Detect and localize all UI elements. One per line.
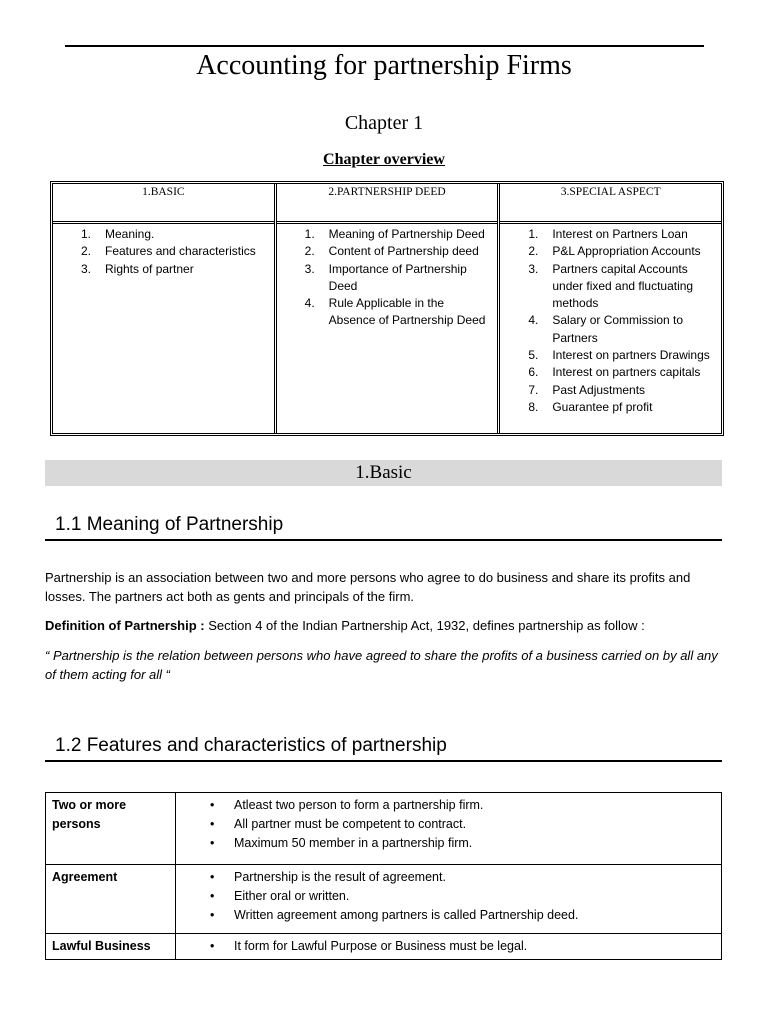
list-item: 2. Content of Partnership deed bbox=[304, 244, 479, 259]
list-item: • Written agreement among partners is called Partnership deed. bbox=[210, 906, 715, 925]
list-item: • All partner must be competent to contract. bbox=[210, 815, 715, 834]
overview-column-basic bbox=[53, 184, 277, 433]
table-row bbox=[46, 934, 722, 960]
list-item: 1. Interest on Partners Loan bbox=[528, 227, 688, 241]
list-item: 5. Interest on partners Drawings bbox=[528, 348, 710, 363]
list-item: • Either oral or written. bbox=[210, 887, 715, 906]
meaning-heading: 1.1 Meaning of Partnership bbox=[45, 514, 722, 541]
document-title: Accounting for partnership Firms bbox=[196, 50, 572, 81]
list-item: • Partnership is the result of agreement. bbox=[210, 868, 715, 887]
chapter-label: Chapter 1 bbox=[344, 112, 424, 134]
meaning-paragraph: Partnership is an association between two and more persons who agree to do business and share its profits and losses. The partners act both as gents and principals of the firm. bbox=[45, 570, 691, 604]
overview-list bbox=[277, 224, 498, 330]
list-item: 4. Salary or Commission to Partners bbox=[528, 313, 684, 345]
overview-column-header: 3.SPECIAL ASPECT bbox=[500, 184, 721, 224]
list-item: 8. Guarantee pf profit bbox=[528, 399, 653, 414]
list-item: • Maximum 50 member in a partnership firm. bbox=[210, 834, 715, 853]
list-item: • Atleast two person to form a partnership firm. bbox=[210, 796, 715, 815]
feature-points bbox=[176, 934, 722, 960]
overview-column-header: 2.PARTNERSHIP DEED bbox=[277, 184, 498, 224]
list-item: 4. Rule Applicable in the Absence of Partnership Deed bbox=[304, 296, 486, 328]
chapter-overview-heading: Chapter overview bbox=[323, 151, 445, 168]
list-item: 3. Importance of Partnership Deed bbox=[304, 261, 467, 293]
top-rule bbox=[65, 45, 704, 47]
definition-label: Definition of Partnership : bbox=[45, 618, 205, 633]
overview-list bbox=[500, 224, 721, 416]
list-item: 2. Features and characteristics bbox=[81, 244, 256, 259]
overview-column-partnership-deed bbox=[277, 184, 501, 433]
feature-label: Agreement bbox=[46, 865, 176, 934]
list-item: 3. Rights of partner bbox=[81, 261, 194, 276]
features-heading: 1.2 Features and characteristics of partnership bbox=[45, 735, 722, 762]
definition-text: Section 4 of the Indian Partnership Act, 1932, defines partnership as follow : bbox=[204, 618, 645, 633]
table-row bbox=[46, 865, 722, 934]
list-item: 7. Past Adjustments bbox=[528, 382, 646, 397]
overview-column-header: 1.BASIC bbox=[53, 184, 274, 224]
list-item: 1. Meaning of Partnership Deed bbox=[304, 227, 485, 241]
chapter-overview-table bbox=[50, 181, 724, 436]
overview-column-special-aspect bbox=[500, 184, 721, 433]
features-table bbox=[45, 792, 722, 960]
feature-points bbox=[176, 793, 722, 865]
feature-points bbox=[176, 865, 722, 934]
list-item: 1. Meaning. bbox=[81, 227, 155, 241]
list-item: • It form for Lawful Purpose or Business must be legal. bbox=[210, 937, 715, 956]
list-item: 3. Partners capital Accounts under fixed and fluctuating methods bbox=[528, 261, 694, 311]
table-row bbox=[46, 793, 722, 865]
feature-label: Two or more persons bbox=[46, 793, 176, 865]
list-item: 6. Interest on partners capitals bbox=[528, 365, 701, 380]
definition-paragraph bbox=[45, 616, 725, 635]
overview-list bbox=[53, 224, 274, 278]
definition-quote: “ Partnership is the relation between persons who have agreed to share the profits of a business carried on by all any of them acting for all “ bbox=[45, 648, 718, 682]
feature-label: Lawful Business bbox=[46, 934, 176, 960]
section-band-basic: 1.Basic bbox=[45, 460, 722, 486]
list-item: 2. P&L Appropriation Accounts bbox=[528, 244, 701, 259]
